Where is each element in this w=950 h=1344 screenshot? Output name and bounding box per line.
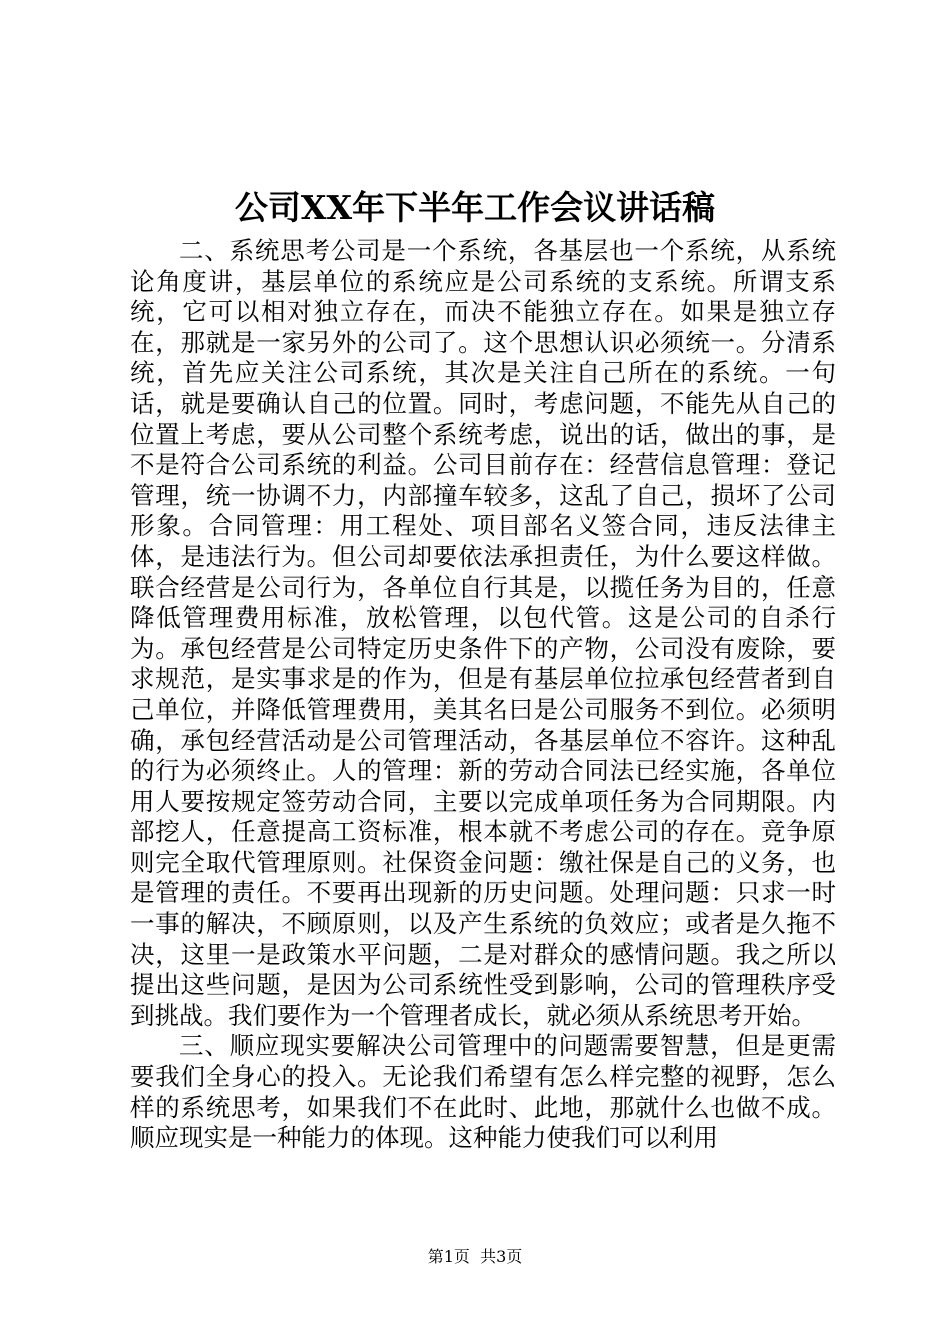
paragraph-adapt-reality: 三、顺应现实要解决公司管理中的问题需要智慧，但是更需要我们全身心的投入。无论我们希望有怎么样完整的视野，怎么样的系统思考，如果我们不在此时、此地，那就什么也做不成。顺应现实是一种能力的体现。这种能力使我们可以利用 — [130, 1031, 836, 1153]
page-total: 共3页 — [480, 1247, 523, 1266]
page-number: 第1页 — [427, 1247, 470, 1266]
document-title: 公司XX年下半年工作会议讲话稿 — [234, 188, 716, 227]
paragraph-system-thinking: 二、系统思考公司是一个系统，各基层也一个系统，从系统论角度讲，基层单位的系统应是公司系统的支系统。所谓支系统，它可以相对独立存在，而决不能独立存在。如果是独立存在，那就是一家另外的公司了。这个思想认识必须统一。分清系统，首先应关注公司系统，其次是关注自己所在的系统。一句话，就是要确认自己的位置。同时，考虑问题，不能先从自己的位置上考虑，要从公司整个系统考虑，说出的话，做出的事，是不是符合公司系统的利益。公司目前存在：经营信息管理：登记管理，统一协调不力，内部撞车较多，这乱了自己，损坏了公司形象。合同管理：用工程处、项目部名义签合同，违反法律主体，是违法行为。但公司却要依法承担责任，为什么要这样做。联合经营是公司行为，各单位自行其是，以揽任务为目的，任意降低管理费用标准，放松管理，以包代管。这是公司的自杀行为。承包经营是公司特定历史条件下的产物，公司没有废除，要求规范，是实事求是的作为，但是有基层单位拉承包经营者到自己单位，并降低管理费用，美其名曰是公司服务不到位。必须明确，承包经营活动是公司管理活动，各基层单位不容许。这种乱的行为必须终止。人的管理：新的劳动合同法已经实施，各单位用人要按规定签劳动合同，主要以完成单项任务为合同期限。内部挖人，任意提高工资标准，根本就不考虑公司的存在。竞争原则完全取代管理原则。社保资金问题：缴社保是自己的义务，也是管理的责任。不要再出现新的历史问题。处理问题：只求一时一事的解决，不顾原则，以及产生系统的负效应；或者是久拖不决，这里一是政策水平问题，二是对群众的感情问题。我之所以提出这些问题，是因为公司系统性受到影响，公司的管理秩序受到挑战。我们要作为一个管理者成长，就必须从系统思考开始。 — [130, 236, 836, 1030]
document-body — [130, 236, 836, 1154]
page-footer — [0, 1245, 950, 1269]
